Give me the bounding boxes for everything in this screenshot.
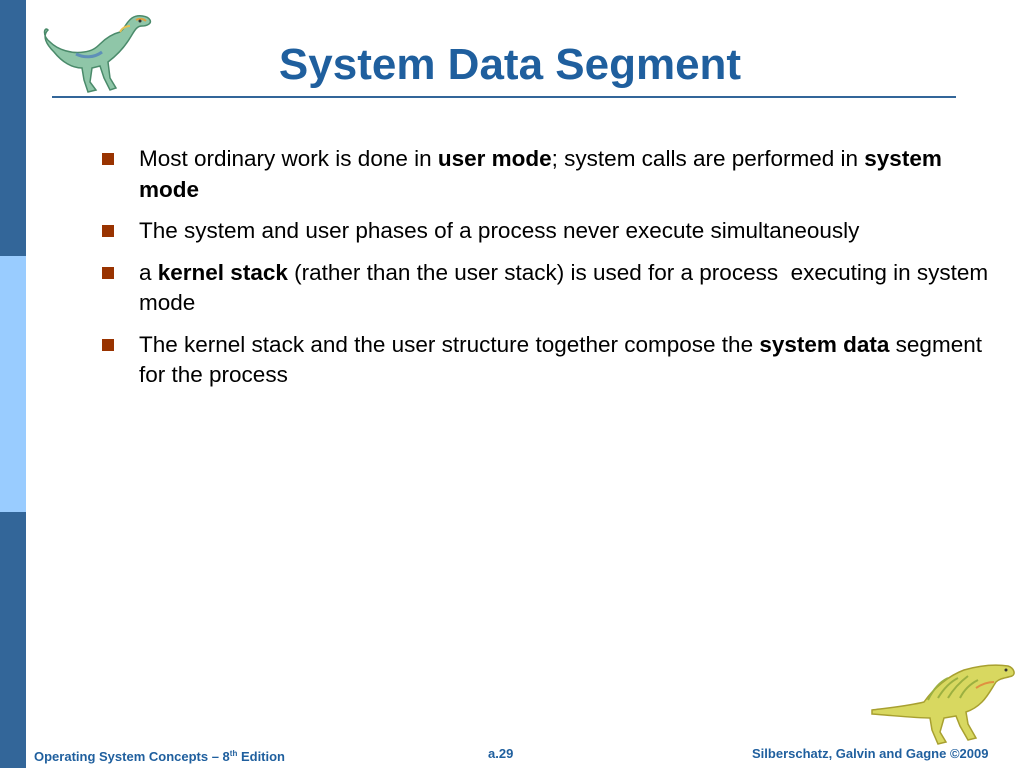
bullet-text-bold: user mode (437, 146, 552, 171)
bullet-text: The kernel stack and the user structure together compose the (139, 331, 760, 357)
footer-edition-text: Edition (237, 749, 286, 764)
left-sidebar-light-section (0, 256, 26, 512)
title-underline (52, 96, 956, 98)
square-bullet-icon (102, 339, 114, 351)
bullet-item (102, 144, 1002, 205)
footer-copyright: Silberschatz, Galvin and Gagne ©2009 (752, 746, 989, 761)
square-bullet-icon (102, 225, 114, 237)
bullet-text-bold: system data (759, 331, 890, 357)
bullet-text: Most ordinary work is done in (139, 146, 438, 171)
footer-book-title (34, 746, 285, 765)
bullet-text-bold: system mode (139, 146, 942, 202)
square-bullet-icon (102, 153, 114, 165)
bullet-item (102, 330, 1002, 391)
bullet-item (102, 258, 1002, 319)
bullet-text: segment for the process (139, 331, 982, 387)
slide-title: System Data Segment (278, 40, 742, 89)
bullet-list (102, 144, 1002, 402)
bullet-text: The system and user phases of a process never execute simultaneously (139, 218, 860, 243)
dinosaur-logo-top (36, 8, 156, 96)
footer-edition-superscript: th (229, 749, 238, 758)
bullet-text: a (139, 259, 158, 285)
square-bullet-icon (102, 267, 114, 279)
bullet-text-bold: kernel stack (157, 259, 288, 285)
footer-page-number: a.29 (488, 746, 514, 761)
left-sidebar (0, 0, 26, 768)
bullet-text: ; system calls are performed in (551, 146, 865, 171)
bullet-text: (rather than the user stack) is used for a process executing in system mode (139, 259, 995, 315)
bullet-item (102, 216, 1002, 247)
footer-book-title-text: Operating System Concepts – 8 (34, 749, 230, 764)
dinosaur-logo-bottom (868, 658, 1018, 748)
